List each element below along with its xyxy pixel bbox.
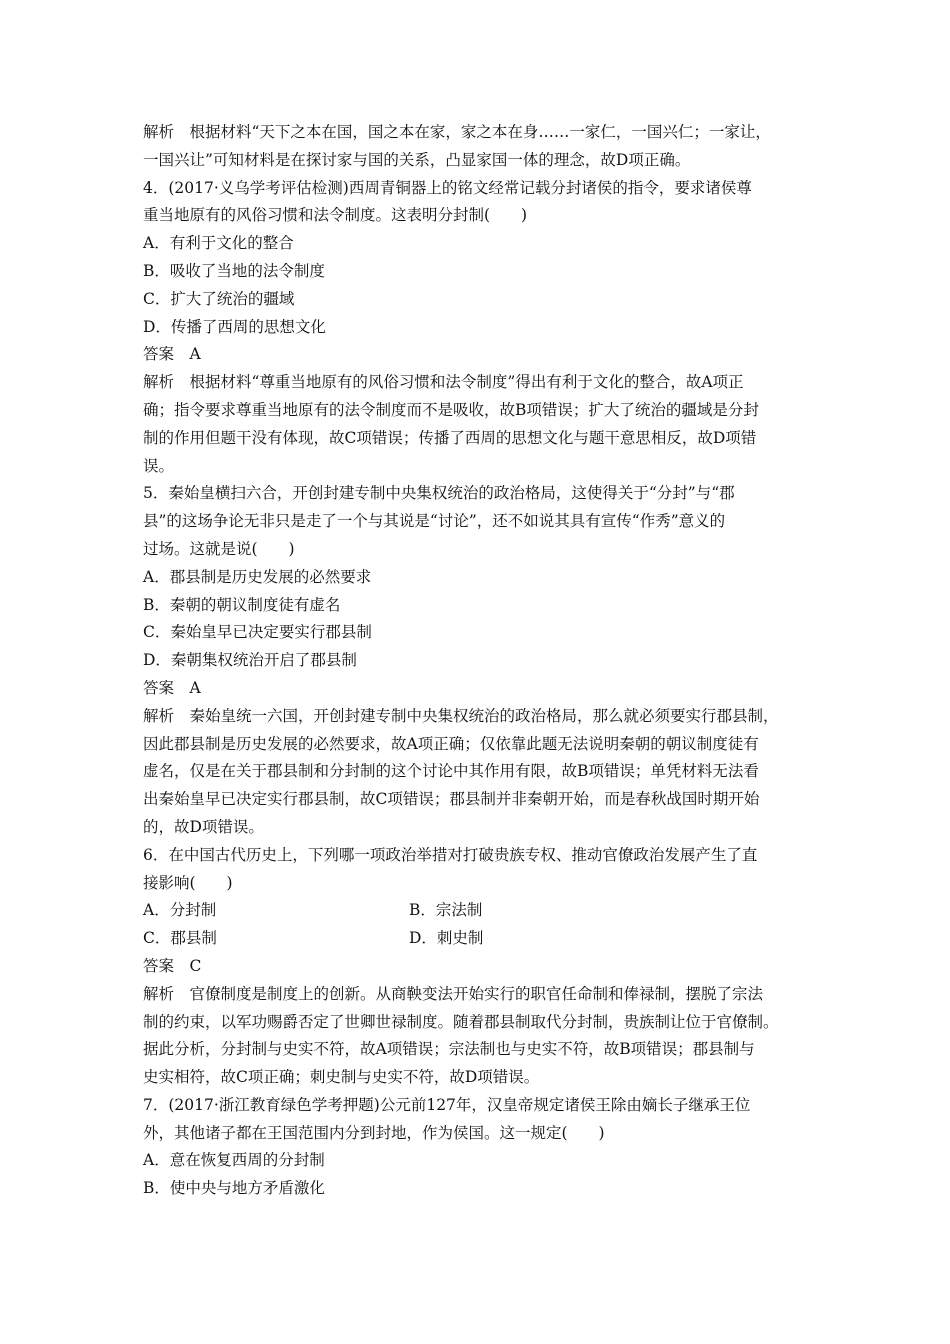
option-a: A．郡县制是历史发展的必然要求 [143,567,372,586]
analysis-line: 的，故D项错误。 [143,817,264,836]
option-a: A．分封制 [143,901,217,920]
analysis-line: 史实相符，故C项正确；刺史制与史实不符，故D项错误。 [143,1068,540,1087]
question-stem-line: 5．秦始皇横扫六合，开创封建专制中央集权统治的政治格局，这使得关于“分封”与“郡 [143,484,735,503]
analysis-line: 出秦始皇早已决定实行郡县制，故C项错误；郡县制并非秦朝开始，而是春秋战国时期开始 [143,790,760,809]
question-6 [143,842,811,1092]
option-c: C．秦始皇早已决定要实行郡县制 [143,623,372,642]
analysis-q3 [143,119,811,175]
question-4 [143,175,811,481]
answer: 答案 C [143,956,202,975]
analysis-line: 确；指令要求尊重当地原有的法令制度而不是吸收，故B项错误；扩大了统治的疆域是分封 [143,400,759,419]
question-stem-line: 外，其他诸子都在王国范围内分到封地，作为侯国。这一规定( ) [143,1123,605,1142]
option-d: D．秦朝集权统治开启了郡县制 [143,651,357,670]
analysis-line: 解析 根据材料“尊重当地原有的风俗习惯和法令制度”得出有利于文化的整合，故A项正 [143,373,744,392]
analysis-line: 解析 秦始皇统一六国，开创封建专制中央集权统治的政治格局，那么就必须要实行郡县制， [143,706,779,725]
options-row [143,897,811,925]
option-b: B．吸收了当地的法令制度 [143,261,325,280]
answer: 答案 A [143,345,201,364]
analysis-line: 虚名，仅是在关于郡县制和分封制的这个讨论中其作用有限，故B项错误；单凭材料无法看 [143,762,759,781]
option-b: B．秦朝的朝议制度徒有虚名 [143,595,341,614]
analysis-line: 一国兴让”可知材料是在探讨家与国的关系，凸显家国一体的理念，故D项正确。 [143,150,691,169]
analysis-line: 据此分析，分封制与史实不符，故A项错误；宗法制也与史实不符，故B项错误；郡县制与 [143,1040,755,1059]
question-stem-line: 6．在中国古代历史上，下列哪一项政治举措对打破贵族专权、推动官僚政治发展产生了直 [143,845,758,864]
question-7 [143,1092,811,1203]
document-content [143,119,811,1203]
analysis-line: 解析 官僚制度是制度上的创新。从商鞅变法开始实行的职官任命制和俸禄制，摆脱了宗法 [143,984,764,1003]
analysis-line: 制的作用但题干没有体现，故C项错误；传播了西周的思想文化与题干意思相反，故D项错 [143,428,757,447]
question-stem-line: 接影响( ) [143,873,233,892]
option-d: D．传播了西周的思想文化 [143,317,326,336]
option-b: B．宗法制 [409,901,483,920]
question-5 [143,480,811,841]
option-a: A．有利于文化的整合 [143,234,294,253]
option-c: C．郡县制 [143,929,217,948]
answer: 答案 A [143,678,201,697]
options-row [143,925,811,953]
option-b: B．使中央与地方矛盾激化 [143,1179,325,1198]
analysis-line: 制的约束，以军功赐爵否定了世卿世禄制度。随着郡县制取代分封制，贵族制让位于官僚制。 [143,1012,779,1031]
question-stem-line: 7．(2017·浙江教育绿色学考押题)公元前127年，汉皇帝规定诸侯王除由嫡长子继承王位 [143,1095,751,1114]
question-stem-line: 过场。这就是说( ) [143,539,295,558]
question-stem-line: 县”的这场争论无非只是走了一个与其说是“讨论”，还不如说其具有宣传“作秀”意义的 [143,512,726,531]
analysis-line: 解析 根据材料“天下之本在国，国之本在家，家之本在身……一家仁，一国兴仁；一家让， [143,123,771,141]
option-d: D．刺史制 [409,929,484,948]
option-a: A．意在恢复西周的分封制 [143,1151,325,1170]
question-stem-line: 重当地原有的风俗习惯和法令制度。这表明分封制( ) [143,206,528,225]
option-c: C．扩大了统治的疆域 [143,289,295,308]
analysis-line: 误。 [143,456,175,475]
analysis-line: 因此郡县制是历史发展的必然要求，故A项正确；仅依靠此题无法说明秦朝的朝议制度徒有 [143,734,759,753]
question-stem-line: 4．(2017·义乌学考评估检测)西周青铜器上的铭文经常记载分封诸侯的指令，要求诸侯尊 [143,178,752,197]
